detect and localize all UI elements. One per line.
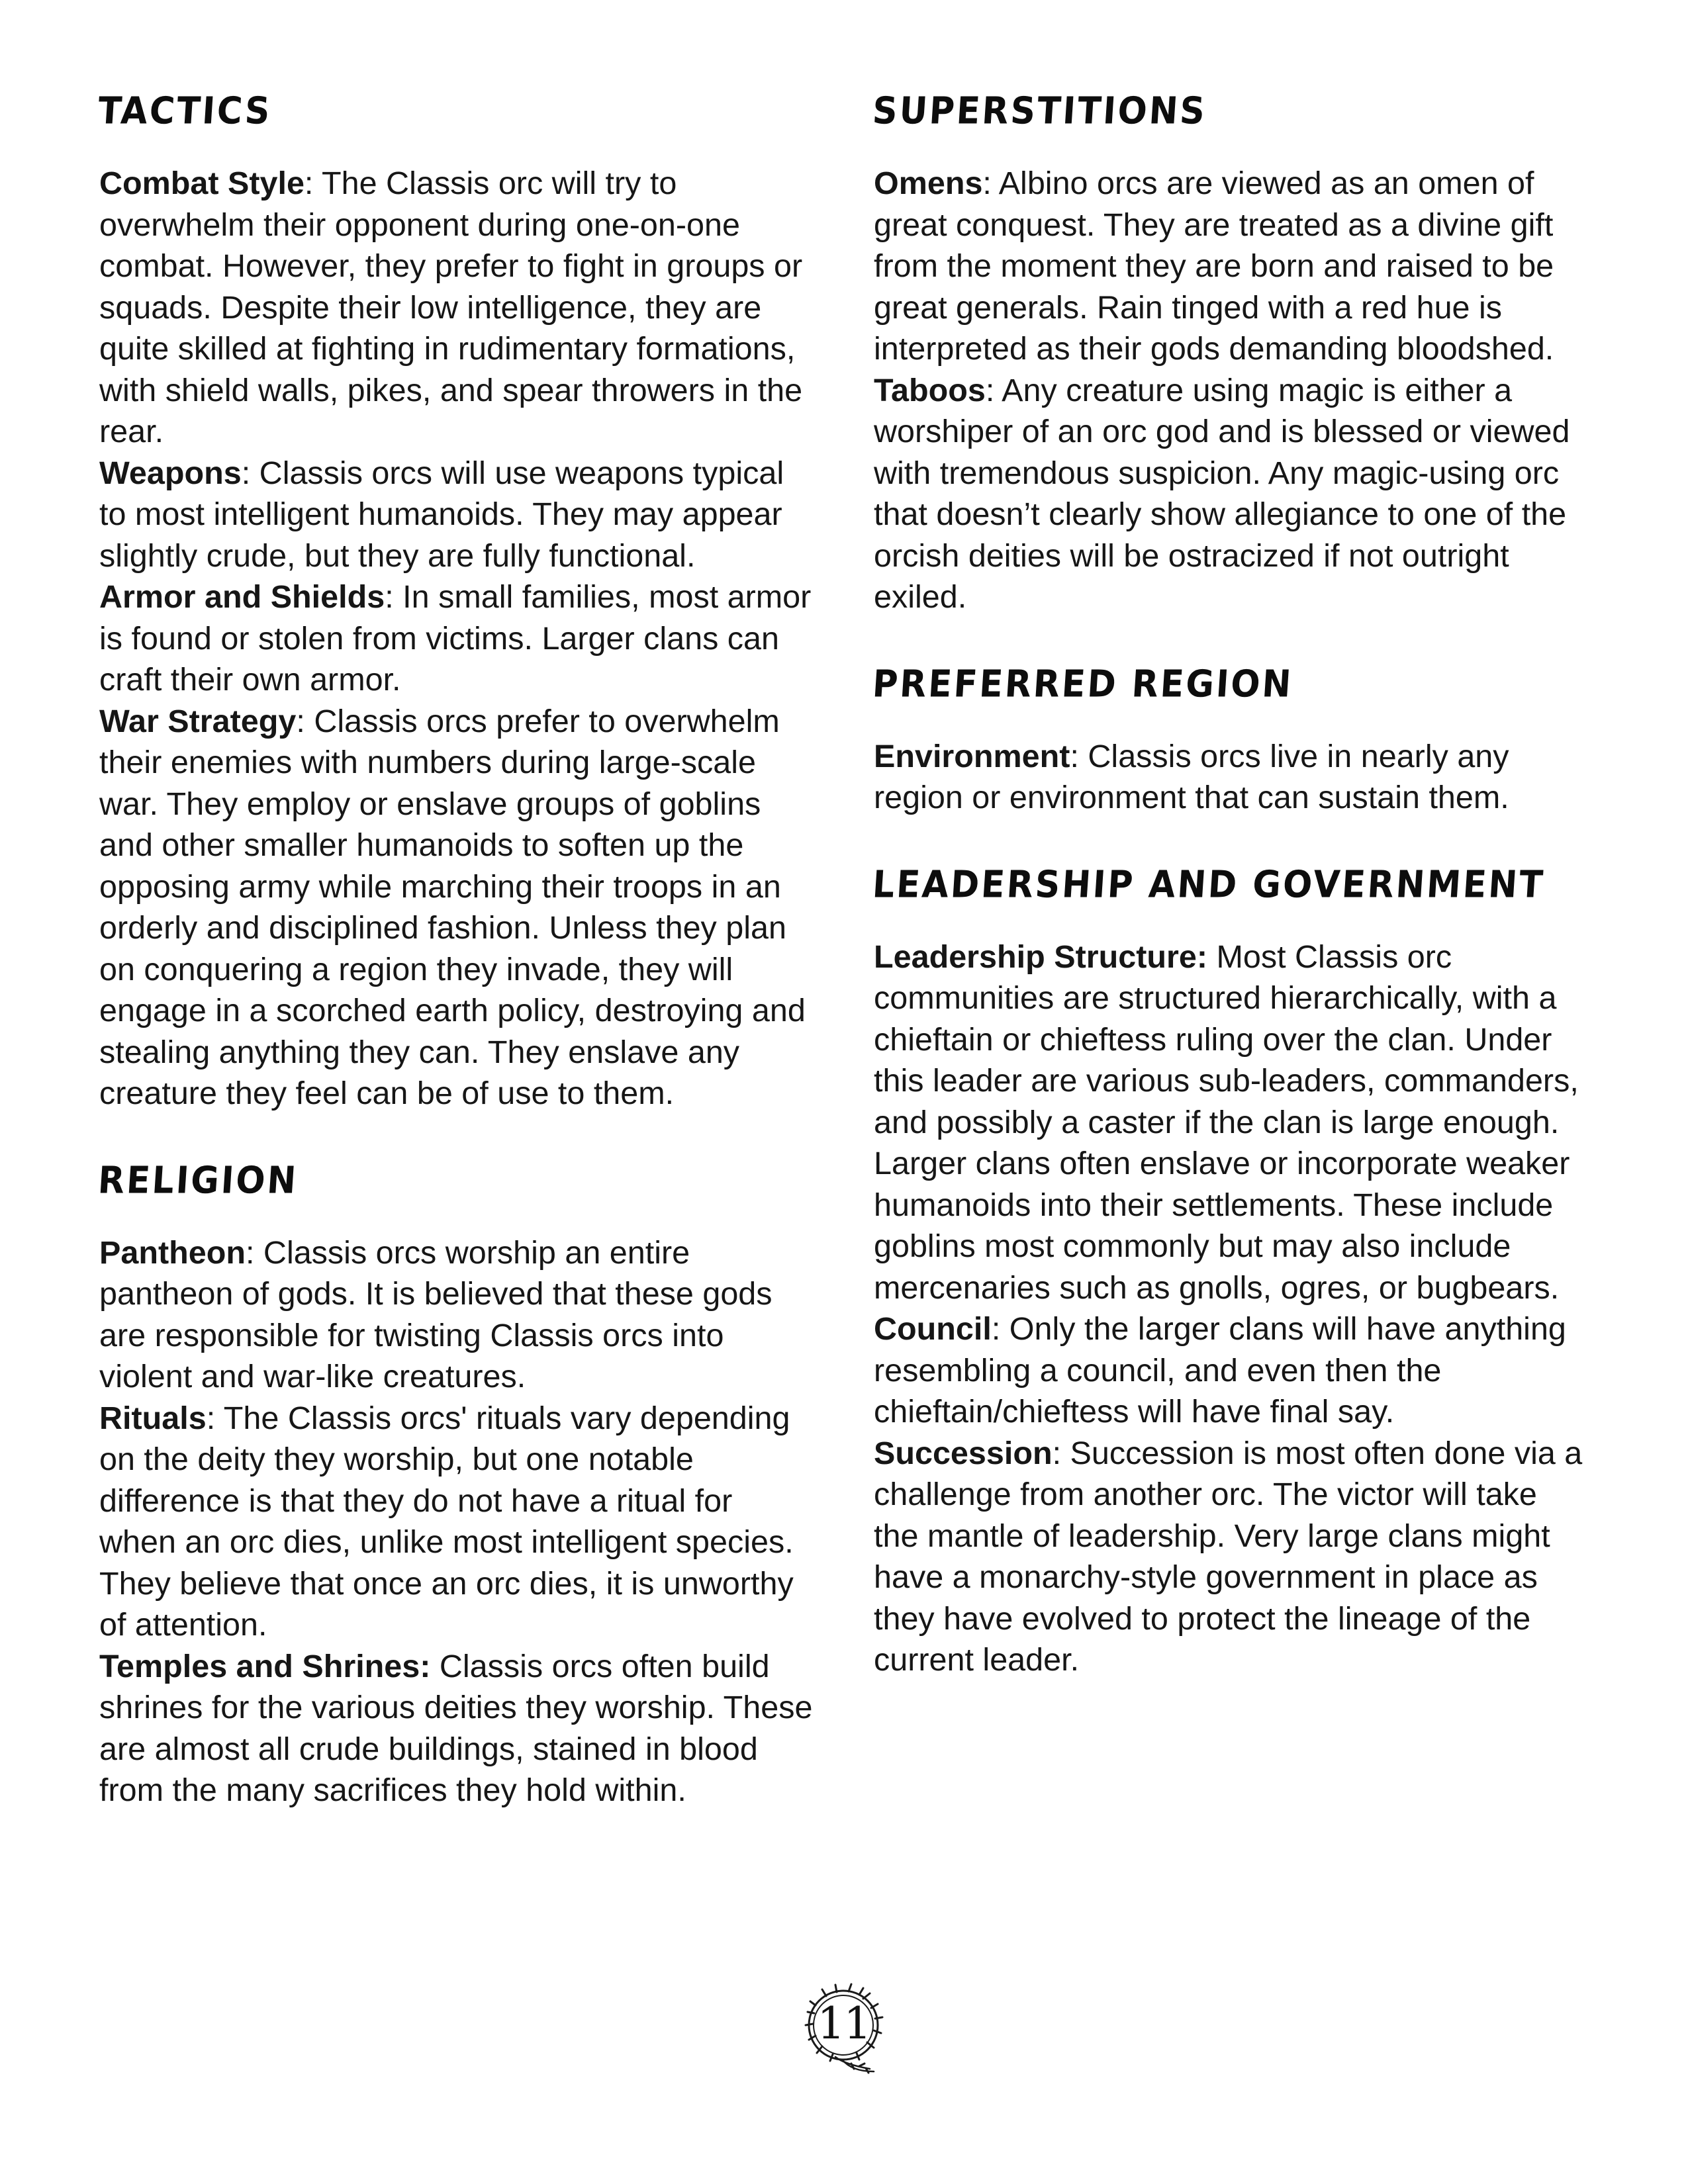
entry-text: Classis orcs often build shrines for the various deities they worship. These are almost all crude buildings, stained in blood from the many sacrifices they hold within.: [99, 1648, 813, 1808]
entry-text: Classis orcs live in nearly any region or environment that can sustain them.: [874, 738, 1509, 815]
section-superstitions: [871, 89, 1589, 618]
entry-text: Most Classis orc communities are structured hierarchically, with a chieftain or chieftess ruling over the clan. Under this leader are various sub-leaders, commanders, and possibly a caster if the clan is large enough. Larger clans often enslave or incorporate weaker humanoids into their settlements. These include goblins most commonly but may also include mercenaries such as gnolls, ogres, or bugbears.: [874, 938, 1579, 1306]
entry-text: Any creature using magic is either a worshiper of an orc god and is blessed or viewed with tremendous suspicion. Any magic-using orc that doesn’t clearly show allegiance to one of the orcish deities will be ostracized if not outright exiled.: [874, 372, 1570, 615]
entry-environment: [874, 736, 1589, 819]
entry-separator: :: [241, 455, 251, 491]
entry-separator: :: [304, 165, 314, 201]
entry-term: Temples and Shrines:: [99, 1648, 431, 1684]
entry-separator: :: [296, 703, 305, 739]
entry-war-strategy: [99, 701, 814, 1115]
entry-text: Classis orcs will use weapons typical to most intelligent humanoids. They may appear slightly crude, but they are fully functional.: [99, 455, 784, 574]
entry-leadership-structure: [874, 936, 1589, 1309]
entry-term: Council: [874, 1311, 992, 1347]
entry-term: Combat Style: [99, 165, 305, 201]
entry-separator: :: [245, 1234, 255, 1271]
entry-separator: :: [206, 1400, 216, 1436]
entry-term: Leadership Structure:: [874, 938, 1207, 975]
entry-separator: :: [385, 579, 394, 615]
entry-term: Environment: [874, 738, 1070, 774]
section-religion: [97, 1159, 814, 1811]
entry-separator: :: [982, 165, 992, 201]
entry-term: Weapons: [99, 455, 242, 491]
entry-council: [874, 1308, 1589, 1433]
right-column: [871, 89, 1589, 1729]
entry-text: The Classis orc will try to overwhelm their opponent during one-on-one combat. However, they prefer to fight in groups or squads. Despite their low intelligence, they are quite skilled at fighting in rudimentary formations, with shield walls, pikes, and spear throwers in the rear.: [99, 165, 803, 449]
entry-separator: :: [1070, 738, 1079, 774]
entry-pantheon: [99, 1232, 814, 1398]
section-preferred-region: [871, 662, 1589, 819]
page-number-badge: [796, 1979, 892, 2075]
entry-text: Classis orcs prefer to overwhelm their enemies with numbers during large-scale war. They employ or enslave groups of goblins and other smaller humanoids to soften up the opposing army while marching their troops in an orderly and disciplined fashion. Unless they plan on conquering a region they invade, they will engage in a scorched earth policy, destroying and stealing anything they can. They enslave any creature they feel can be of use to them.: [99, 703, 806, 1111]
entry-rituals: [99, 1398, 814, 1646]
entry-omens: [874, 163, 1589, 370]
entry-weapons: [99, 453, 814, 577]
page-number: 11: [817, 1998, 870, 2049]
section-heading-preferred-region: PREFERRED REGION: [871, 662, 1295, 705]
entry-text: The Classis orcs' rituals vary depending on the deity they worship, but one notable difference is that they do not have a ritual for when an orc dies, unlike most intelligent species. They believe that once an orc dies, it is unworthy of attention.: [99, 1400, 794, 1643]
entry-text: Classis orcs worship an entire pantheon of gods. It is believed that these gods are responsible for twisting Classis orcs into violent and war-like creatures.: [99, 1234, 773, 1394]
entry-text: Only the larger clans will have anything resembling a council, and even then the chieftain/chieftess will have final say.: [874, 1311, 1566, 1430]
section-leadership-and-government: [871, 863, 1589, 1681]
entry-term: Pantheon: [99, 1234, 246, 1271]
entry-term: Taboos: [874, 372, 986, 408]
entry-text: In small families, most armor is found or stolen from victims. Larger clans can craft their own armor.: [99, 579, 812, 698]
section-heading-leadership: LEADERSHIP AND GOVERNMENT: [871, 863, 1546, 906]
entry-text: Succession is most often done via a challenge from another orc. The victor will take the mantle of leadership. Very large clans might have a monarchy-style government in place as they have evolved to protect the lineage of the current leader.: [874, 1435, 1583, 1678]
entry-separator: :: [1052, 1435, 1062, 1471]
left-column: [97, 89, 814, 1859]
entry-text: Albino orcs are viewed as an omen of great conquest. They are treated as a divine gift from the moment they are born and raised to be great generals. Rain tinged with a red hue is interpreted as their gods demanding bloodshed.: [874, 165, 1554, 367]
entry-separator: :: [985, 372, 995, 408]
entry-term: Succession: [874, 1435, 1053, 1471]
entry-term: Omens: [874, 165, 983, 201]
entry-separator: :: [991, 1311, 1001, 1347]
section-heading-superstitions: SUPERSTITIONS: [871, 89, 1208, 133]
section-tactics: [97, 89, 814, 1115]
section-heading-religion: RELIGION: [97, 1159, 300, 1202]
entry-term: War Strategy: [99, 703, 297, 739]
entry-armor-and-shields: [99, 576, 814, 701]
section-heading-tactics: TACTICS: [97, 89, 273, 133]
entry-taboos: [874, 370, 1589, 618]
entry-temples-and-shrines: [99, 1646, 814, 1811]
entry-combat-style: [99, 163, 814, 453]
entry-succession: [874, 1433, 1589, 1681]
entry-term: Armor and Shields: [99, 579, 385, 615]
entry-term: Rituals: [99, 1400, 207, 1436]
